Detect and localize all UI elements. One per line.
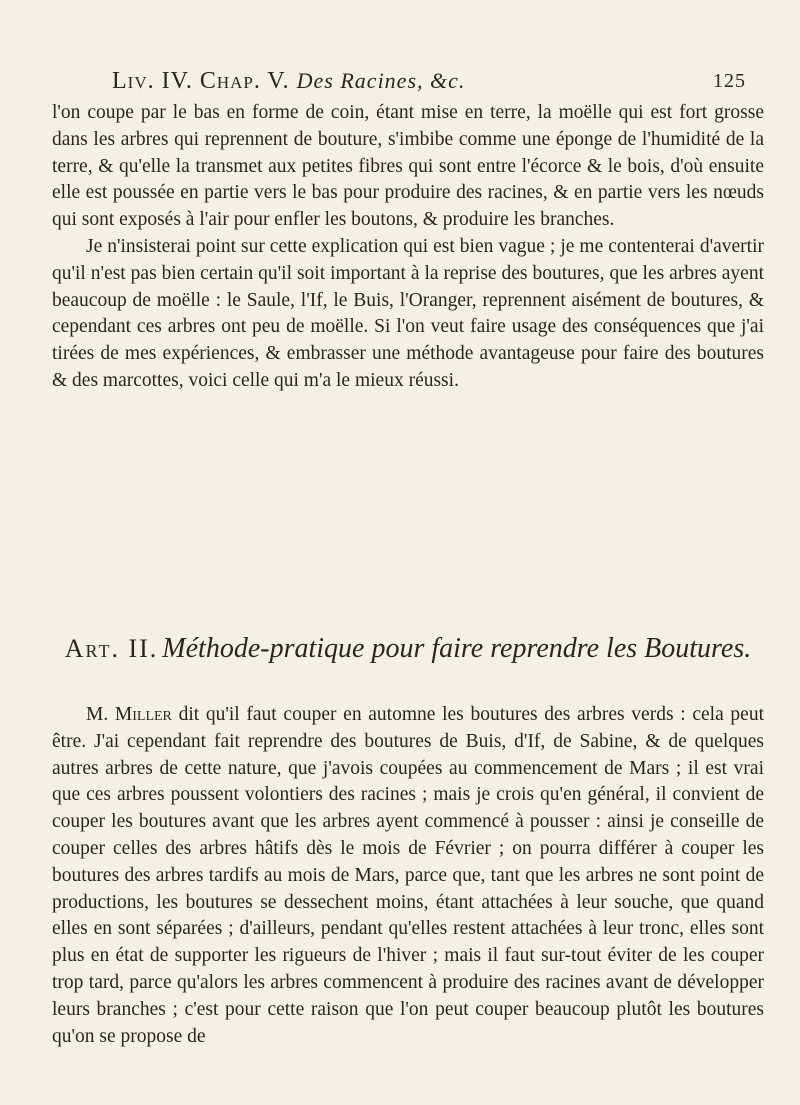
paragraph-explication: Je n'insisterai point sur cette explication qui est bien vague ; je me contenterai d'avertir qu'il n'est pas bien certain qu'il soit important à la reprise des boutures, que les arbres ayent beaucoup de moëlle : le Saule, l'If, le Buis, l'Oranger, reprennent aisément de boutures, & cependant ces arbres ont peu de moëlle. Si l'on veut faire usage des conséquences que j'ai tirées de mes expériences, & embrasser une méthode avantageuse pour faire des boutures & des marcottes, voici celle qui m'a le mieux réussi. <box>52 235 764 391</box>
article-label: Art. II. <box>64 634 159 663</box>
author-name: M. Miller <box>86 704 172 725</box>
text-block-1 <box>52 100 764 395</box>
article-heading <box>52 634 764 668</box>
running-head <box>112 68 746 102</box>
paragraph-miller-text: dit qu'il faut couper en automne les boutures des arbres verds : cela peut être. J'ai cependant fait reprendre des boutures de Buis, d'If, de Sabine, & de quelques autres arbres de cette nature, que j'avois coupées au commencement de Mars ; il est vrai que ces arbres poussent volontiers des racines ; mais je crois qu'en général, il convient de couper les boutures avant que les arbres ayent commencé à pousser : ainsi je conseille de couper celles des arbres hâtifs dès le mois de Février ; on pourra différer à couper les boutures des arbres tardifs au mois de Mars, parce que, tant que les arbres ne sont point de productions, les boutures se dessechent moins, étant attachées à leur souche, que quand elles en sont séparées ; d'ailleurs, pendant qu'elles restent attachées à leur tronc, elles sont plus en état de supporter les rigueurs de l'hiver ; mais il faut sur-tout éviter de les couper trop tard, parce qu'alors les arbres commencent à produire des racines avant de développer leurs branches ; c'est pour cette raison que l'on peut couper beaucoup plutôt les boutures qu'on se propose de <box>52 704 764 1047</box>
article-title: Méthode-pratique pour faire reprendre les Boutures. <box>162 633 752 664</box>
paragraph-miller <box>52 702 764 1050</box>
page-number: 125 <box>713 70 746 92</box>
running-head-title: Des Racines, &c. <box>296 68 466 93</box>
paragraph-continuation: l'on coupe par le bas en forme de coin, étant mise en terre, la moëlle qui est fort grosse dans les arbres qui reprennent de bouture, s'imbibe comme une éponge de l'humidité de la terre, & qu'elle la transmet aux petites fibres qui sont entre l'écorce & le bois, d'où ensuite elle est poussée en partie vers le bas pour produire des racines, & en partie vers les nœuds qui sont exposés à l'air pour enfler les boutons, & produire les branches. <box>52 102 764 231</box>
running-head-chapter: Liv. IV. Chap. V. <box>112 68 290 94</box>
text-block-2 <box>52 702 764 1050</box>
